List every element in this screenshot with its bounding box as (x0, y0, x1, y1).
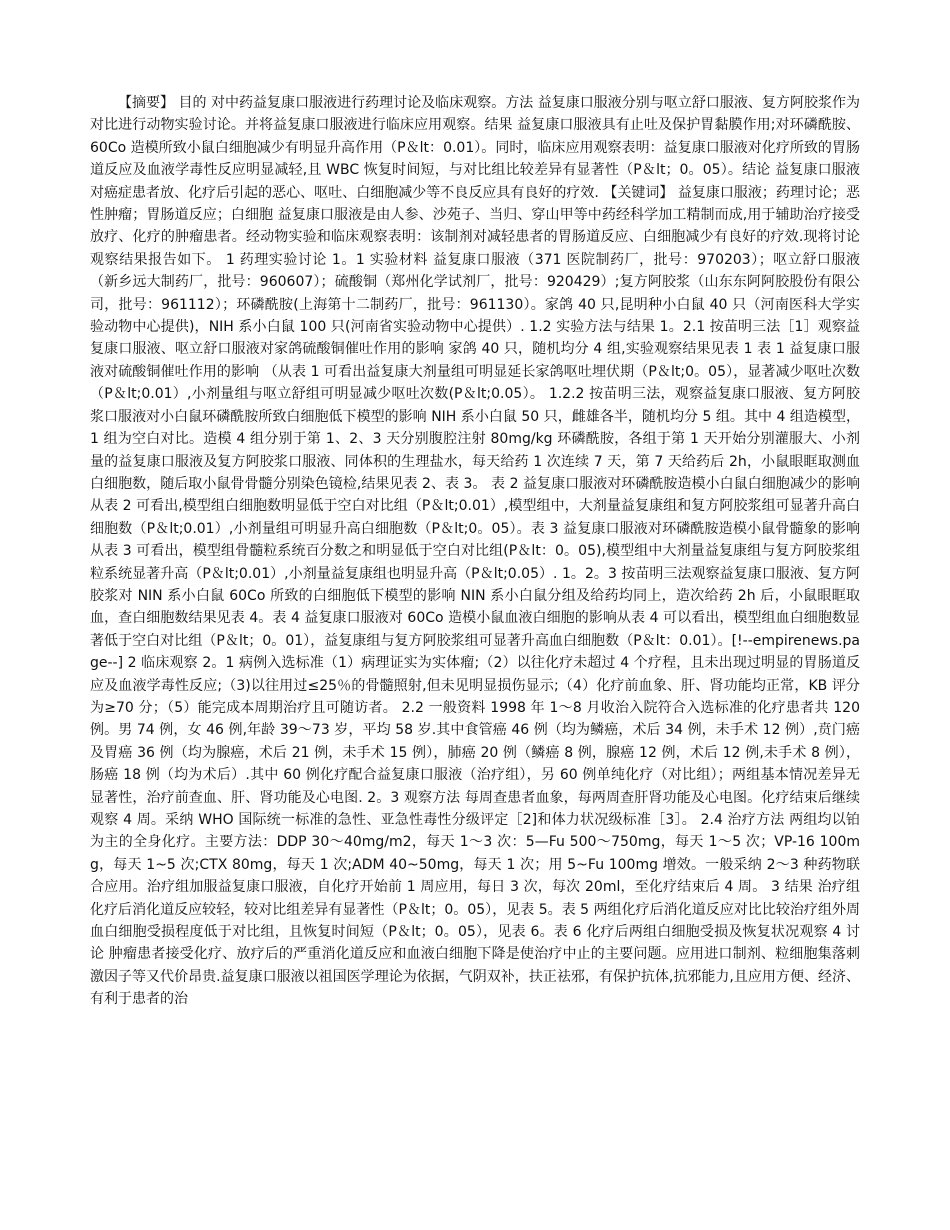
article-body: 【摘要】 目的 对中药益复康口服液进行药理讨论及临床观察。方法 益复康口服液分别与呕立舒口服液、复方阿胶浆作为对比进行动物实验讨论。并将益复康口服液进行临床应用观察。结果 益复康口服液具有止吐及保护胃黏膜作用;对环磷酰胺、60Co 造模所致小鼠白细胞减少有明显升高作用（P＆lt：0.01）。同时，临床应用观察表明：益复康口服液对化疗所致的胃肠道反应及血液学毒性反应明显减轻,且 WBC 恢复时间短，与对比组比较差异有显著性（P＆lt；0。05）。结论 益复康口服液对癌症患者放、化疗后引起的恶心、呕吐、白细胞减少等不良反应具有良好的疗效. 【关键词】 益复康口服液；药理讨论；恶性肿瘤；胃肠道反应；白细胞 益复康口服液是由人参、沙苑子、当归、穿山甲等中药经科学加工精制而成,用于辅助治疗接受放疗、化疗的肿瘤患者。经动物实验和临床观察表明：该制剂对减轻患者的胃肠道反应、白细胞减少有良好的疗效.现将讨论观察结果报告如下。 1 药理实验讨论 1。1 实验材料 益复康口服液（371 医院制药厂，批号：970203）；呕立舒口服液（新乡远大制药厂，批号：960607）；硫酸铜（郑州化学试剂厂，批号：920429）;复方阿胶浆（山东东阿阿胶股份有限公司，批号：961112）；环磷酰胺(上海第十二制药厂，批号：961130）。家鸽 40 只,昆明种小白鼠 40 只（河南医科大学实验动物中心提供)，NIH 系小白鼠 100 只(河南省实验动物中心提供）. 1.2 实验方法与结果 1。2.1 按苗明三法［1］观察益复康口服液、呕立舒口服液对家鸽硫酸铜催吐作用的影响 家鸽 40 只，随机均分 4 组,实验观察结果见表 1 表 1 益复康口服液对硫酸铜催吐作用的影响 （从表 1 可看出益复康大剂量组可明显延长家鸽呕吐埋伏期（P＆lt;0。05），显著减少呕吐次数（P＆lt;0.01）,小剂量组与呕立舒组可明显减少呕吐次数(P＆lt;0.05）。 1.2.2 按苗明三法，观察益复康口服液、复方阿胶浆口服液对小白鼠环磷酰胺所致白细胞低下模型的影响 NIH 系小白鼠 50 只，雌雄各半，随机均分 5 组。其中 4 组造模型，1 组为空白对比。造模 4 组分别于第 1、2、3 天分别腹腔注射 80mg/kg 环磷酰胺，各组于第 1 天开始分别灌服大、小剂量的益复康口服液及复方阿胶浆口服液、同体积的生理盐水，每天给药 1 次连续 7 天，第 7 天给药后 2h，小鼠眼眶取测血白细胞数，随后取小鼠骨骨髓分别染色镜检,结果见表 2、表 3。 表 2 益复康口服液对环磷酰胺造模小白鼠白细胞减少的影响 从表 2 可看出,模型组白细胞数明显低于空白对比组（P＆lt;0.01）,模型组中，大剂量益复康组和复方阿胶浆组可显著升高白细胞数（P＆lt;0.01）,小剂量组可明显升高白细胞数（P＆lt;0。05）。表 3 益复康口服液对环磷酰胺造模小鼠骨髓象的影响从表 3 可看出，模型组骨髓粒系统百分数之和明显低于空白对比组(P＆lt：0。05),模型组中大剂量益复康组与复方阿胶浆组粒系统显著升高（P＆lt;0.01）,小剂量益复康组也明显升高（P＆lt;0.05）. 1。2。3 按苗明三法观察益复康口服液、复方阿胶浆对 NIN 系小白鼠 60Co 所致的白细胞低下模型的影响 NIN 系小白鼠分组及给药均同上，造次给药 2h 后，小鼠眼眶取血，查白细胞数结果见表 4。表 4 益复康口服液对 60Co 造模小鼠血液白细胞的影响从表 4 可以看出，模型组血白细胞数显著低于空白对比组（P＆lt；0。01），益复康组与复方阿胶浆组可显著升高血白细胞数（P＆lt：0.01）。[!--empirenews.page--] 2 临床观察 2。1 病例入选标准（1）病理证实为实体瘤;（2）以往化疗未超过 4 个疗程，且未出现过明显的胃肠道反应及血液学毒性反应;（3)以往用过≤25％的骨髓照射,但未见明显损伤显示;（4）化疗前血象、肝、肾功能均正常，KB 评分为≥70 分；（5）能完成本周期治疗且可随访者。 2.2 一般资料 1998 年 1～8 月收治入院符合入选标准的化疗患者共 120 例。男 74 例，女 46 例,年龄 39～73 岁，平均 58 岁.其中食管癌 46 例（均为鳞癌，术后 34 例，未手术 12 例）,贲门癌及胃癌 36 例（均为腺癌，术后 21 例，未手术 15 例），肺癌 20 例（鳞癌 8 例，腺癌 12 例，术后 12 例,未手术 8 例），肠癌 18 例（均为术后）.其中 60 例化疗配合益复康口服液（治疗组），另 60 例单纯化疗（对比组）；两组基本情况差异无显著性，治疗前查血、肝、肾功能及心电图. 2。3 观察方法 每周查患者血象，每两周查肝肾功能及心电图。化疗结束后继续观察 4 周。采纳 WHO 国际统一标准的急性、亚急性毒性分级评定［2]和体力状况级标准［3］。 2.4 治疗方法 两组均以铂为主的全身化疗。主要方法：DDP 30～40mg/m2，每天 1～3 次：5—Fu 500～750mg，每天 1～5 次；VP-16 100mg，每天 1~5 次;CTX 80mg，每天 1 次;ADM 40~50mg，每天 1 次；用 5~Fu 100mg 增效。一般采纳 2～3 种药物联合应用。治疗组加服益复康口服液，自化疗开始前 1 周应用，每日 3 次，每次 20ml，至化疗结束后 4 周。 3 结果 治疗组化疗后消化道反应较轻，较对比组差异有显著性（P＆lt；0。05），见表 5。表 5 两组化疗后消化道反应对比比较治疗组外周血白细胞受损程度低于对比组，且恢复时间短（P＆lt；0。05），见表 6。表 6 化疗后两组白细胞受损及恢复状况观察 4 讨论 肿瘤患者接受化疗、放疗后的严重消化道反应和血液白细胞下降是使治疗中止的主要问题。应用进口制剂、粒细胞集落刺激因子等又代价昂贵.益复康口服液以祖国医学理论为依据，气阴双补，扶正祛邪，有保护抗体,抗邪能力,且应用方便、经济、有利于患者的治 (90, 95, 860, 1008)
